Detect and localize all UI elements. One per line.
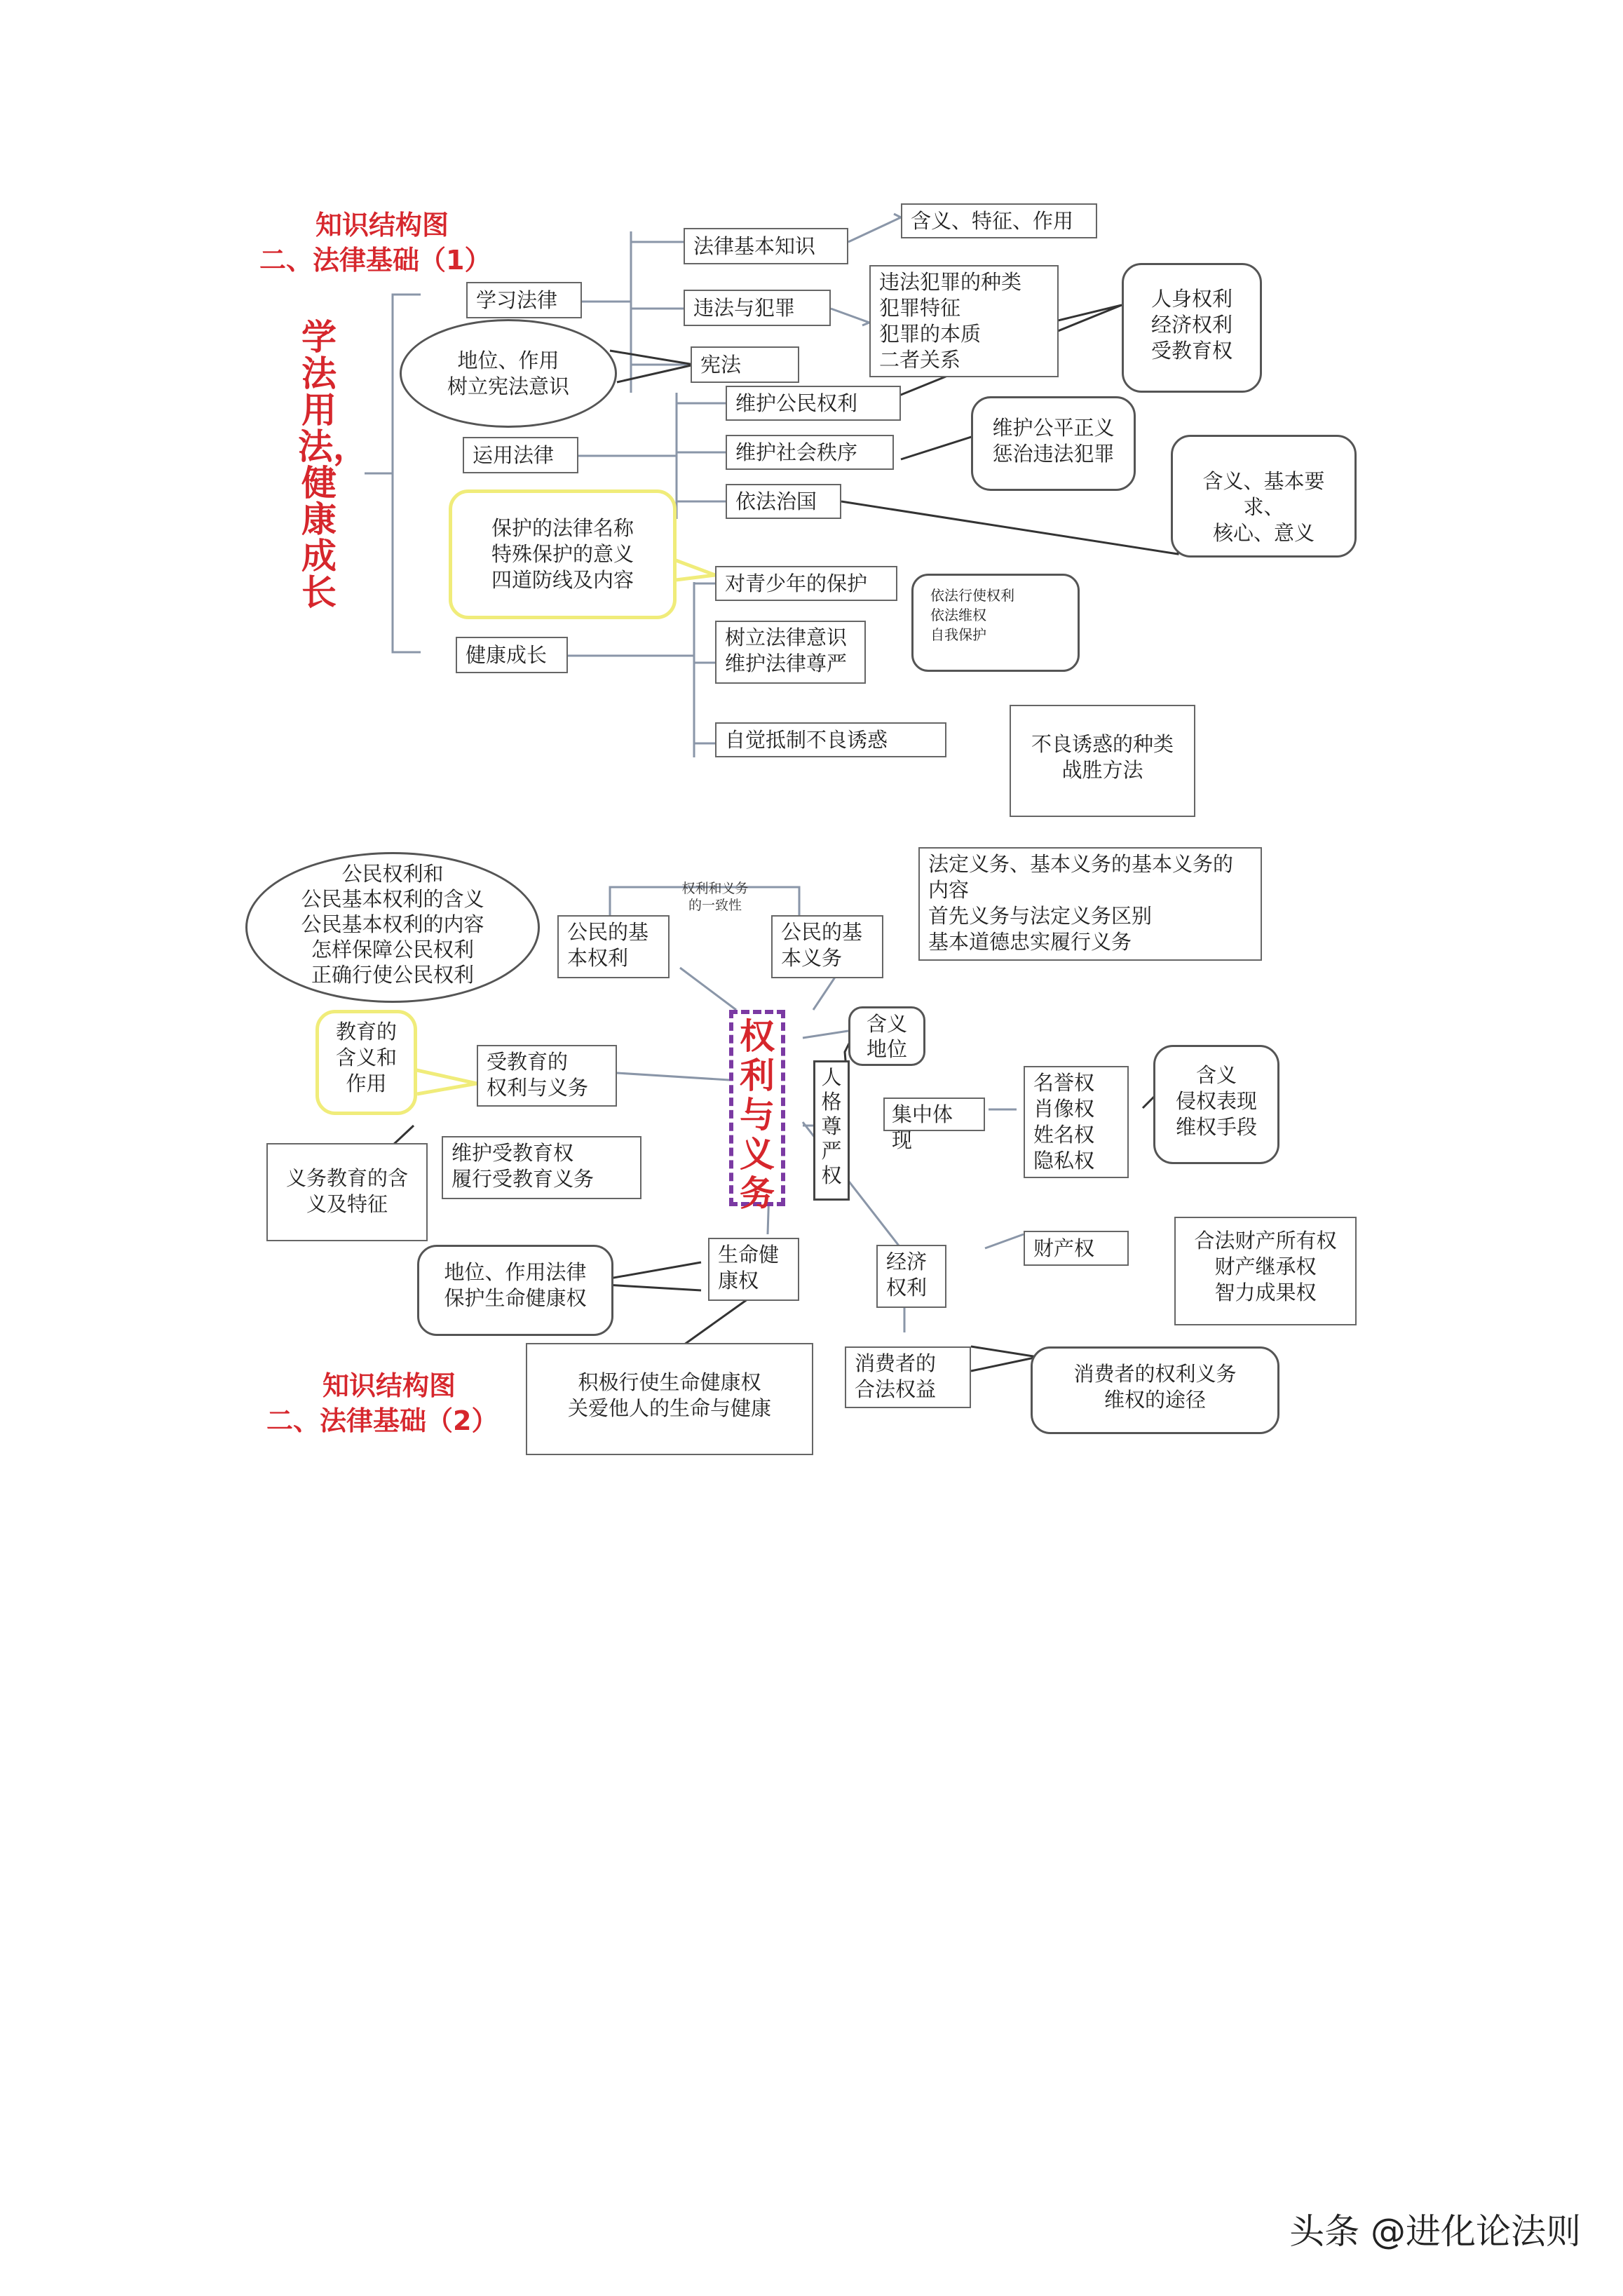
diagram1-title-line1: 知识结构图 (315, 210, 449, 241)
awareness-bubble: 依法行使权利 依法维权 自我保护 (911, 574, 1080, 672)
node-crime-detail: 违法犯罪的种类 犯罪特征 犯罪的本质 二者关系 (869, 265, 1059, 377)
node-consumer: 消费者的 合法权益 (845, 1346, 971, 1408)
watermark: 头条 @进化论法则 (1289, 2211, 1581, 2252)
node-property: 财产权 (1024, 1231, 1129, 1266)
youth-bubble: 保护的法律名称 特殊保护的意义 四道防线及内容 (449, 489, 677, 619)
node-dignity: 人 格 尊 严 权 (813, 1060, 850, 1201)
diagram2-title-line1: 知识结构图 (322, 1370, 456, 1401)
node-healthy-growth: 健康成长 (456, 637, 568, 673)
node-basic-duties: 公民的基 本义务 (771, 915, 883, 978)
consumer-bubble: 消费者的权利义务 维权的途径 (1031, 1346, 1279, 1434)
education-bubble: 教育的 含义和 作用 (315, 1010, 417, 1115)
node-citizen-rights: 维护公民权利 (726, 386, 901, 421)
node-learn-law: 学习法律 (466, 282, 582, 318)
node-honor-rights: 名誉权 肖像权 姓名权 隐私权 (1024, 1066, 1129, 1178)
node-resist-temptation: 自觉抵制不良诱惑 (715, 722, 946, 757)
temptation-bubble: 不良诱惑的种类 战胜方法 (1010, 705, 1195, 817)
consistency-note: 权利和义务 的一致性 (681, 881, 749, 913)
node-compulsory-edu: 义务教育的含 义及特征 (266, 1143, 428, 1241)
rights-bubble: 人身权利 经济权利 受教育权 (1122, 263, 1262, 393)
life-bubble: 地位、作用法律 保护生命健康权 (417, 1245, 613, 1336)
node-youth-protection: 对青少年的保护 (715, 566, 897, 601)
rights-oval: 公民权利和 公民基本权利的含义 公民基本权利的内容 怎样保障公民权利 正确行使公民权利 (245, 852, 540, 1003)
node-rule-of-law: 依法治国 (726, 484, 841, 519)
diagram1-title-line2: 二、法律基础（1） (259, 245, 491, 276)
node-legal-awareness: 树立法律意识 维护法律尊严 (715, 621, 866, 684)
node-economic: 经济 权利 (876, 1245, 946, 1308)
node-law-basics-detail: 含义、特征、作用 (901, 203, 1097, 238)
rule-bubble: 含义、基本要求、 核心、意义 (1171, 435, 1357, 558)
node-duties-detail: 法定义务、基本义务的基本义务的 内容 首先义务与法定义务区别 基本道德忠实履行义务 (918, 847, 1262, 961)
node-education-right: 受教育的 权利与义务 (477, 1045, 617, 1107)
node-law-basics: 法律基本知识 (684, 228, 848, 264)
node-property-detail: 合法财产所有权 财产继承权 智力成果权 (1174, 1217, 1357, 1325)
node-life-health: 生命健 康权 (708, 1238, 799, 1301)
node-basic-rights: 公民的基 本权利 (557, 915, 670, 978)
node-social-order: 维护社会秩序 (726, 435, 894, 470)
order-bubble: 维护公平正义 惩治违法犯罪 (971, 396, 1136, 491)
diagram1-root-topic: 学 法 用 法， 健 康 成 长 (298, 317, 368, 613)
node-use-law: 运用法律 (463, 437, 578, 473)
core-rights-duties: 权 利 与 义 务 (729, 1010, 785, 1206)
node-edu-maintain: 维护受教育权 履行受教育义务 (442, 1136, 641, 1199)
node-life-detail: 积极行使生命健康权 关爱他人的生命与健康 (526, 1343, 813, 1455)
node-crime: 违法与犯罪 (684, 290, 831, 326)
node-concentrated: 集中体 现 (883, 1098, 985, 1131)
dignity-bubble: 含义 地位 (848, 1006, 925, 1066)
diagram2-title-line2: 二、法律基础（2） (266, 1405, 498, 1436)
node-constitution: 宪法 (691, 346, 799, 383)
honor-bubble: 含义 侵权表现 维权手段 (1153, 1045, 1279, 1164)
constitution-bubble: 地位、作用 树立宪法意识 (400, 319, 617, 428)
